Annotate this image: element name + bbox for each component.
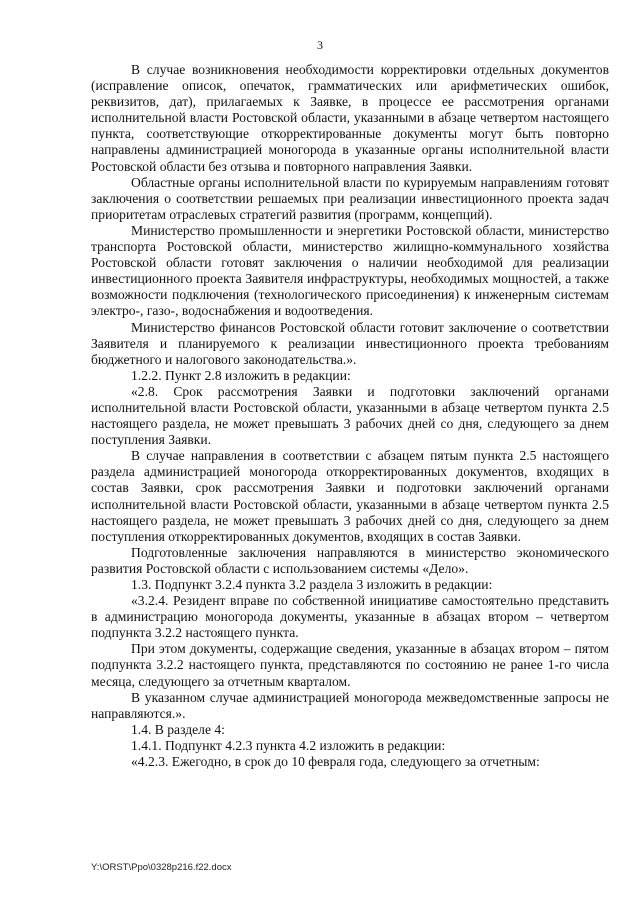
footer-file-path: Y:\ORST\Ppo\0328p216.f22.docx <box>91 862 232 873</box>
paragraph: При этом документы, содержащие сведения, указанные в абзацах втором – пятом подпункта 3.2.2 настоящего пункта, представляются по состоянию не ранее 1-го числа месяца, следующего за отчетным кварталом. <box>91 641 609 689</box>
paragraph: 1.4.1. Подпункт 4.2.3 пункта 4.2 изложить в редакции: <box>131 737 446 753</box>
paragraph: В указанном случае администрацией моногорода межведомственные запросы не направляются.». <box>91 689 609 721</box>
paragraph: В случае возникновения необходимости корректировки отдельных документов (исправление описок, опечаток, грамматических или арифметических ошибок, реквизитов, дат), прилагаемых к Заявке, в процессе ее рассмотрения органами исполнительной власти Ростовской области, указанными в абзаце четвертом настоящего пункта, соответствующие откорректированные документы могут быть повторно направлены администрацией моногорода в указанные органы исполнительной власти Ростовской области без отзыва и повторного направления Заявки. <box>91 62 609 174</box>
paragraph: «3.2.4. Резидент вправе по собственной инициативе самостоятельно представить в администрацию моногорода документы, указанные в абзацах втором – четвертом подпункта 3.2.2 настоящего пункта. <box>91 593 609 641</box>
page-number: 3 <box>317 38 323 52</box>
paragraph: «2.8. Срок рассмотрения Заявки и подготовки заключений органами исполнительной власти Ростовской области, указанными в абзаце четвертом пункта 2.5 настоящего раздела, не может превышать 3 рабочих дней со дня, следующего за днем поступления Заявки. <box>91 383 609 448</box>
paragraph: 1.2.2. Пункт 2.8 изложить в редакции: <box>131 367 351 383</box>
paragraph: «4.2.3. Ежегодно, в срок до 10 февраля года, следующего за отчетным: <box>131 754 540 770</box>
paragraph: 1.3. Подпункт 3.2.4 пункта 3.2 раздела 3 изложить в редакции: <box>131 577 493 592</box>
document-body <box>91 62 609 770</box>
paragraph: В случае направления в соответствии с абзацем пятым пункта 2.5 настоящего раздела администрацией моногорода откорректированных документов, входящих в состав Заявки, срок рассмотрения Заявки и подготовки заключений органами исполнительной власти Ростовской области, указанными в абзаце четвертом пункта 2.5 настоящего раздела, не может превышать 3 рабочих дней со дня, следующего за днем поступления откорректированных документов, входящих в состав Заявки. <box>91 448 609 544</box>
paragraph: 1.4. В разделе 4: <box>131 721 225 737</box>
paragraph: Министерство финансов Ростовской области готовит заключение о соответствии Заявителя и планируемого к реализации инвестиционного проекта требованиям бюджетного и налогового законодательства.». <box>91 319 609 367</box>
paragraph: Подготовленные заключения направляются в министерство экономического развития Ростовской области с использованием системы «Дело». <box>91 544 609 576</box>
paragraph: Министерство промышленности и энергетики Ростовской области, министерство транспорта Ростовской области, министерство жилищно-коммунального хозяйства Ростовской области готовят заключения о наличии необходимой для реализации инвестиционного проекта Заявителя инфраструктуры, необходимых мощностей, а также возможности подключения (технологического присоединения) к инженерным системам электро-, газо-, водоснабжения и водоотведения. <box>91 222 609 319</box>
paragraph: Областные органы исполнительной власти по курируемым направлениям готовят заключения о соответствии решаемых при реализации инвестиционного проекта задач приоритетам отраслевых стратегий развития (программ, концепций). <box>91 174 609 222</box>
